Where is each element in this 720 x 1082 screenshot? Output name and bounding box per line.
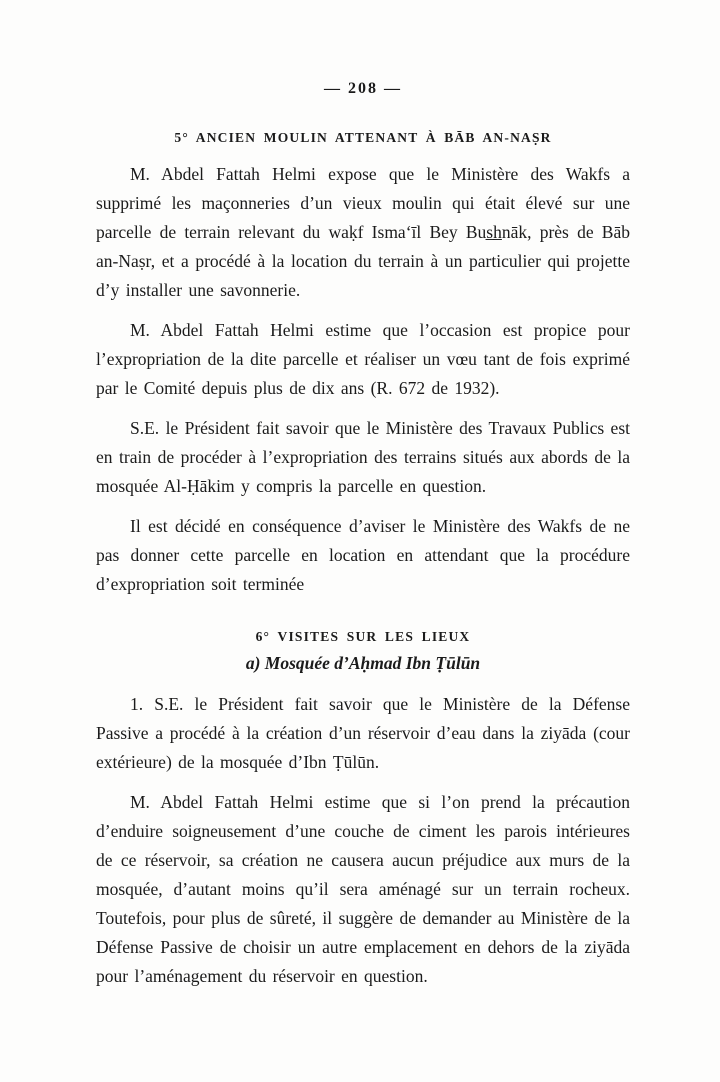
section-6-paragraph-2: M. Abdel Fattah Helmi estime que si l’on prend la précaution d’enduire soigneusement d’une couche de ciment les parois intérieures de ce réservoir, sa création ne causera aucun préjudice aux murs de la mosquée, d’autant moins qu’il sera aménagé sur un terrain rocheux. Toutefois, pour plus de sûreté, il suggère de demander au Ministère de la Défense Passive de choisir un autre emplacement en dehors de la ziyāda pour l’aménagement du réservoir en question. — [96, 792, 630, 986]
section-5-paragraph-1: M. Abdel Fattah Helmi expose que le Ministère des Wakfs a supprimé les maçonneries d’un vieux moulin qui était élevé sur une parcelle de terrain relevant du waḳf Isma‘īl Bey Bus̲h̲nāk, près de Bāb an-Naṣr, et a procédé à la location du terrain à un particulier qui projette d’y installer une savonnerie. — [96, 164, 630, 300]
section-5-heading: 5° ANCIEN MOULIN ATTENANT À BĀB AN-NAṢR — [174, 130, 552, 145]
section-6-heading: 6° VISITES SUR LES LIEUX — [255, 629, 471, 644]
section-5-paragraph-4: Il est décidé en conséquence d’aviser le Ministère des Wakfs de ne pas donner cette parcelle en location en attendant que la procédure d’expropriation soit terminée — [96, 516, 630, 594]
page-number: — 208 — — [324, 80, 402, 97]
section-6-subheading: a) Mosquée d’Aḥmad Ibn Ṭūlūn — [245, 653, 481, 673]
section-5-paragraph-3: S.E. le Président fait savoir que le Ministère des Travaux Publics est en train de procéder à l’expropriation des terrains situés aux abords de la mosquée Al-Ḥākim y compris la parcelle en question. — [96, 418, 630, 496]
section-5-paragraph-2: M. Abdel Fattah Helmi estime que l’occasion est propice pour l’expropriation de la dite parcelle et réaliser un vœu tant de fois exprimé par le Comité depuis plus de dix ans (R. 672 de 1932). — [96, 320, 630, 398]
section-6-paragraph-1: 1. S.E. le Président fait savoir que le Ministère de la Défense Passive a procédé à la création d’un réservoir d’eau dans la ziyāda (cour extérieure) de la mosquée d’Ibn Ṭūlūn. — [96, 694, 630, 772]
